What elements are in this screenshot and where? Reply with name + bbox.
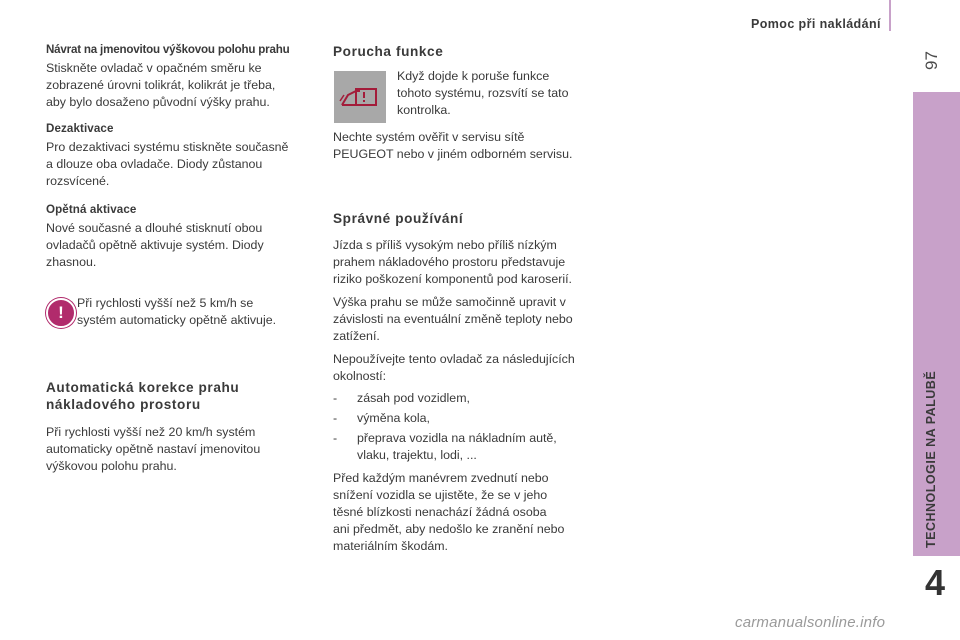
service-note bbox=[333, 129, 613, 163]
text-line: Stiskněte ovladač v opačném směru ke bbox=[46, 61, 262, 75]
section-heading: Porucha funkce bbox=[333, 44, 444, 59]
text-line: zobrazené úrovni tolikrát, kolikrát je třeba, bbox=[46, 78, 276, 92]
text-line: Při rychlosti vyšší než 5 km/h se bbox=[77, 296, 254, 310]
text-line: Při rychlosti vyšší než 20 km/h systém bbox=[46, 425, 256, 439]
right-section-correct-use bbox=[333, 210, 623, 555]
list-item bbox=[333, 390, 623, 407]
text-line: kontrolka. bbox=[397, 103, 451, 117]
text-line: Nepoužívejte tento ovladač za následujících bbox=[333, 352, 575, 366]
text-line: prahem nákladového prostoru představuje bbox=[333, 255, 566, 269]
text-line: aby bylo dosaženo původní výšky prahu. bbox=[46, 95, 270, 109]
text-line: materiálním škodám. bbox=[333, 539, 448, 553]
text-line: Nové současné a dlouhé stisknutí obou bbox=[46, 221, 263, 235]
text-line: závislosti na eventuální změně teploty nebo bbox=[333, 312, 573, 326]
text-line: zatížení. bbox=[333, 329, 380, 343]
section-heading: Správné používání bbox=[333, 211, 464, 226]
text-line: rozsvícené. bbox=[46, 174, 110, 188]
section-heading: Návrat na jmenovitou výškovou polohu prahu bbox=[46, 43, 290, 56]
list-bullet: - bbox=[333, 431, 338, 445]
conditions-list bbox=[333, 390, 623, 464]
section-heading: Opětná aktivace bbox=[46, 203, 137, 216]
vehicle-warning-lamp-icon-graphic bbox=[334, 71, 386, 123]
list-item bbox=[333, 410, 623, 427]
left-section-auto-correction bbox=[46, 379, 326, 475]
section-heading: nákladového prostoru bbox=[46, 397, 201, 412]
text-line: systém automaticky opětně aktivuje. bbox=[77, 313, 277, 327]
text-line: Před každým manévrem zvednutí nebo bbox=[333, 471, 549, 485]
running-header: Pomoc při nakládání bbox=[751, 17, 881, 31]
list-bullet: - bbox=[333, 411, 338, 425]
list-item bbox=[333, 430, 623, 464]
exclamation-warning-icon: ! bbox=[46, 298, 76, 328]
text-line: výměna kola, bbox=[357, 411, 431, 425]
section-heading: Automatická korekce prahu bbox=[46, 380, 240, 395]
text-line: vlaku, trajektu, lodi, ... bbox=[357, 448, 477, 462]
text-line: Jízda s příliš vysokým nebo příliš nízkým bbox=[333, 238, 557, 252]
text-line: výškovou polohu prahu. bbox=[46, 459, 177, 473]
text-line: přeprava vozidla na nákladním autě, bbox=[357, 431, 557, 445]
text-line: Když dojde k poruše funkce bbox=[397, 69, 550, 83]
text-line: a dlouze oba ovladače. Diody zůstanou bbox=[46, 157, 263, 171]
watermark: carmanualsonline.info bbox=[735, 614, 886, 631]
warning-note bbox=[46, 293, 316, 337]
text-line: okolností: bbox=[333, 369, 387, 383]
text-line: PEUGEOT nebo v jiném odborném servisu. bbox=[333, 147, 573, 161]
page-number: 97 bbox=[922, 51, 941, 70]
text-line: tohoto systému, rozsvítí se tato bbox=[397, 86, 569, 100]
vehicle-warning-lamp-icon bbox=[334, 71, 386, 123]
section-heading: Dezaktivace bbox=[46, 122, 114, 135]
left-column bbox=[46, 43, 326, 271]
text-line: riziko poškození komponentů pod karoserií. bbox=[333, 272, 572, 286]
text-line: ovladačů opětně aktivuje systém. Diody bbox=[46, 238, 264, 252]
text-line: těsné blízkosti nenachází žádná osoba bbox=[333, 505, 547, 519]
text-line: ani předmět, aby nedošlo ke zranění nebo bbox=[333, 522, 565, 536]
list-bullet: - bbox=[333, 391, 338, 405]
lamp-description bbox=[397, 68, 597, 119]
text-line: zhasnou. bbox=[46, 255, 97, 269]
text-line: Pro dezaktivaci systému stiskněte současně bbox=[46, 140, 289, 154]
header-rule bbox=[889, 0, 891, 31]
chapter-number: 4 bbox=[925, 562, 946, 603]
text-line: Výška prahu se může samočinně upravit v bbox=[333, 295, 566, 309]
text-line: snížení vozidla se ujistěte, že se v jeho bbox=[333, 488, 548, 502]
text-line: Nechte systém ověřit v servisu sítě bbox=[333, 130, 525, 144]
text-line: automaticky opětně nastaví jmenovitou bbox=[46, 442, 261, 456]
text-line: zásah pod vozidlem, bbox=[357, 391, 470, 405]
sidebar-section-title: TECHNOLOGIE NA PALUBĚ bbox=[924, 370, 938, 548]
